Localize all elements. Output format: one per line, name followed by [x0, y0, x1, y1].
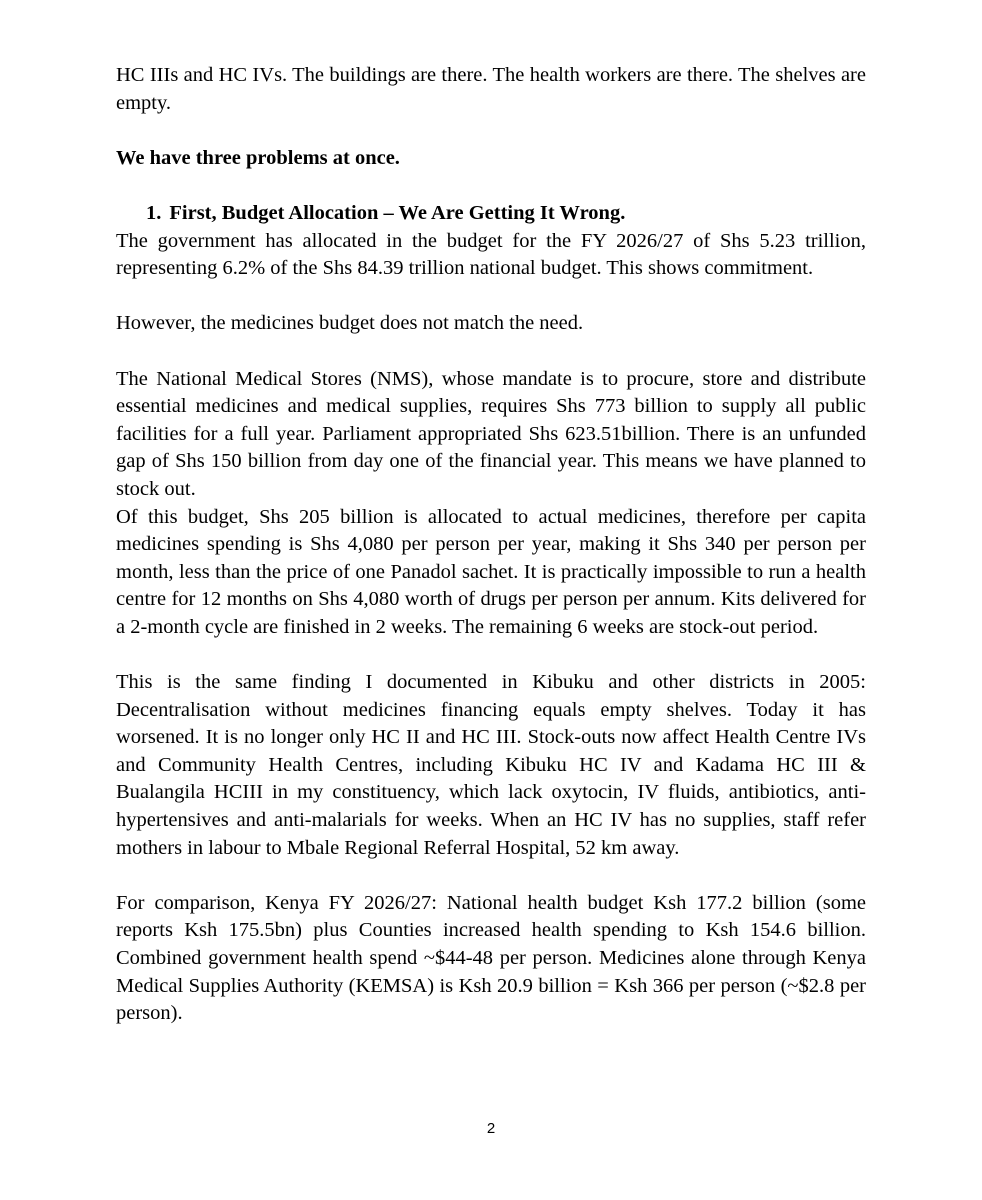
section-heading-problems: We have three problems at once.: [116, 146, 400, 169]
list-heading-text: First, Budget Allocation – We Are Getting It Wrong.: [169, 201, 626, 224]
paragraph-spacer: [116, 283, 866, 311]
page-number: 2: [486, 1120, 496, 1137]
paragraph-spacer: [116, 641, 866, 669]
paragraph-nms: The National Medical Stores (NMS), whose mandate is to procure, store and distribute essential medicines and medical supplies, requires Shs 773 billion to supply all public facilities for a full year. Parliament appropriated Shs 623.51billion. There is an unfunded gap of Shs 150 billion from day one of the financial year. This means we have planned to stock out.: [116, 367, 866, 500]
paragraph-kenya-comparison: For comparison, Kenya FY 2026/27: National health budget Ksh 177.2 billion (some reports Ksh 175.5bn) plus Counties increased health spending to Ksh 154.6 billion. Combined government health spend ~$44-48 per person. Medicines alone through Kenya Medical Supplies Authority (KEMSA) is Ksh 20.9 billion = Ksh 366 per person (~$2.8 per person).: [116, 891, 866, 1025]
paragraph-kibuku: This is the same finding I documented in Kibuku and other districts in 2005: Decentralisation without medicines financing equals empty shelves. Today it has worsened. It is no longer only HC II and HC III. Stock-outs now affect Health Centre IVs and Community Health Centres, including Kibuku HC IV and Kadama HC III & Bualangila HCIII in my constituency, which lack oxytocin, IV fluids, antibiotics, anti-hypertensives and anti-malarials for weeks. When an HC IV has no supplies, staff refer mothers in labour to Mbale Regional Referral Hospital, 52 km away.: [116, 671, 866, 859]
document-page: [116, 62, 866, 1028]
paragraph-spacer: [116, 117, 866, 145]
paragraph-per-capita: Of this budget, Shs 205 billion is allocated to actual medicines, therefore per capita medicines spending is Shs 4,080 per person per year, making it Shs 340 per person per month, less than the price of one Panadol sachet. It is practically impossible to run a health centre for 12 months on Shs 4,080 worth of drugs per person per annum. Kits delivered for a 2-month cycle are finished in 2 weeks. The remaining 6 weeks are stock-out period.: [116, 505, 866, 638]
paragraph-allocation: The government has allocated in the budget for the FY 2026/27 of Shs 5.23 trillion, representing 6.2% of the Shs 84.39 trillion national budget. This shows commitment.: [116, 229, 866, 280]
paragraph-spacer: [116, 172, 866, 200]
paragraph-however: However, the medicines budget does not match the need.: [116, 312, 584, 335]
numbered-heading-budget-allocation: [116, 200, 866, 228]
paragraph-intro: HC IIIs and HC IVs. The buildings are there. The health workers are there. The shelves are empty.: [116, 64, 866, 114]
paragraph-spacer: [116, 338, 866, 366]
list-number: 1.: [146, 201, 162, 224]
paragraph-spacer: [116, 862, 866, 890]
